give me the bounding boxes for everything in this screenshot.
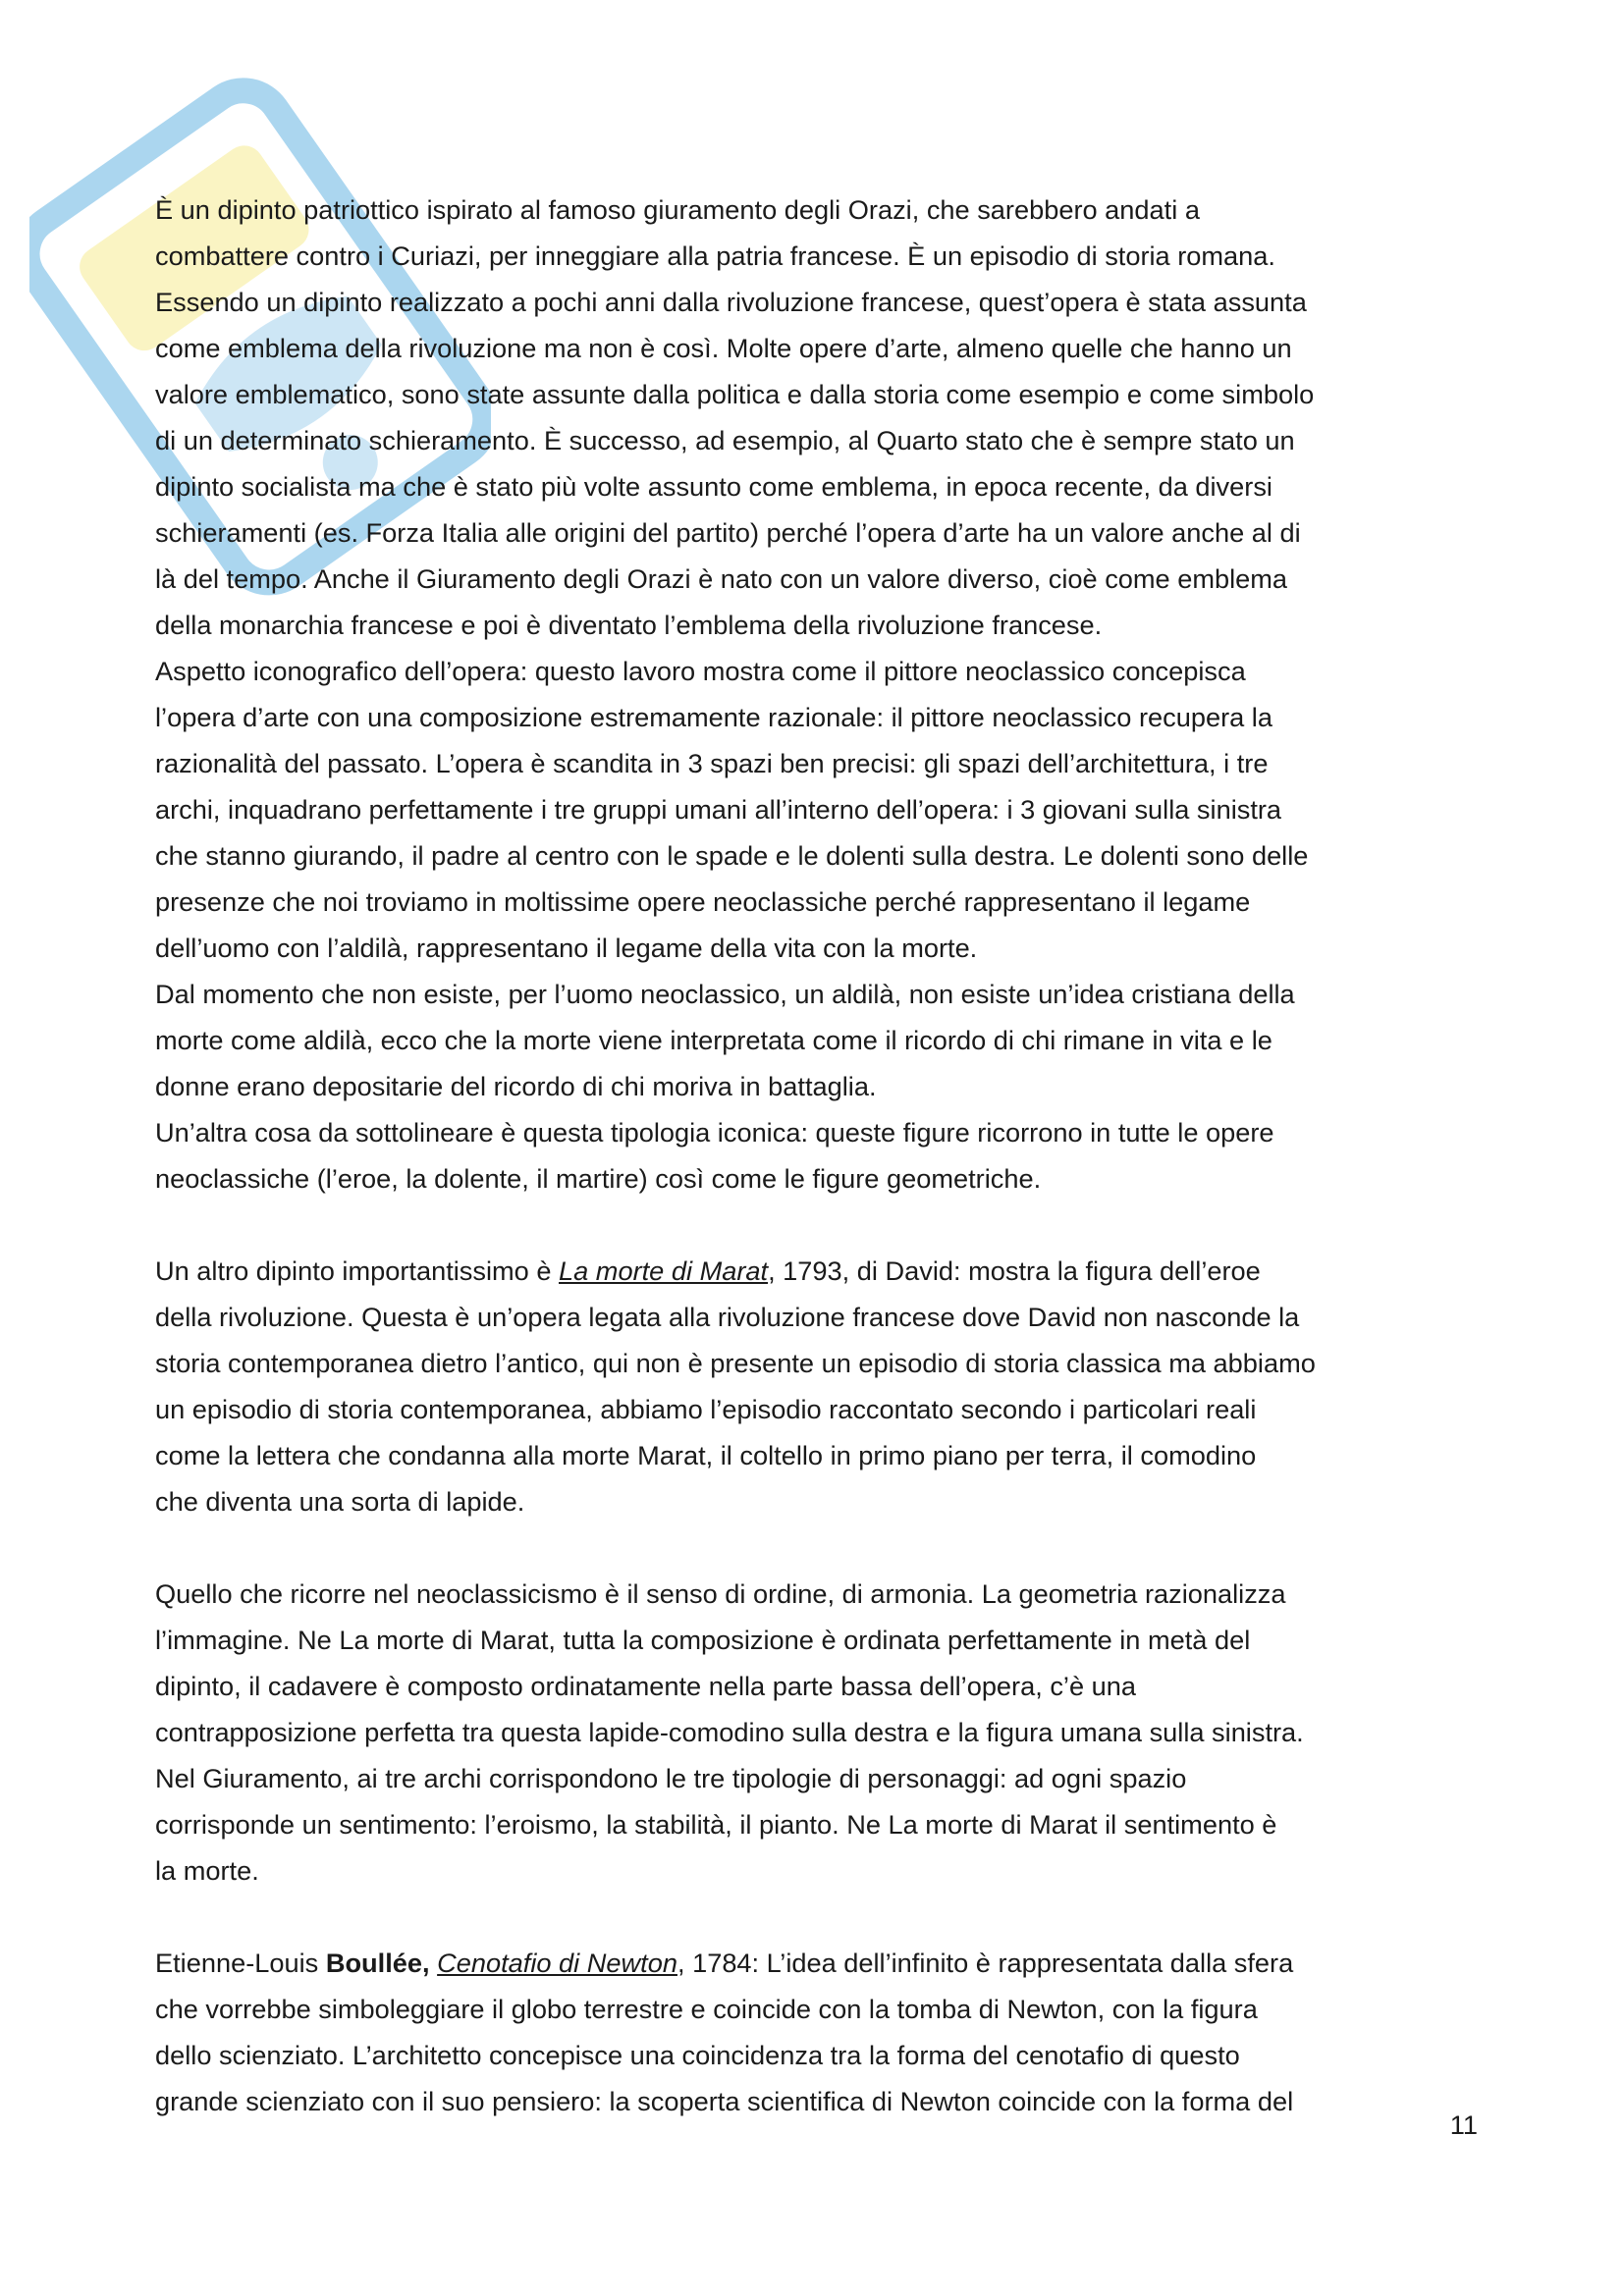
artwork-title-marat: La morte di Marat (559, 1255, 769, 1286)
text-line: archi, inquadrano perfettamente i tre gruppi umani all’interno dell’opera: i 3 giovani sulla sinistra (155, 794, 1282, 825)
text-line: Dal momento che non esiste, per l’uomo neoclassico, un aldilà, non esiste un’idea cristiana della (155, 979, 1295, 1009)
text-line: contrapposizione perfetta tra questa lapide-comodino sulla destra e la figura umana sulla sinistra. (155, 1717, 1304, 1747)
paragraph-boullee (155, 1940, 1481, 2124)
text-line: l’opera d’arte con una composizione estremamente razionale: il pittore neoclassico recupera la (155, 702, 1272, 732)
paragraph-orazi-intro (155, 187, 1481, 648)
paragraph-iconographic-aspect (155, 648, 1481, 971)
paragraph-iconic-typology (155, 1109, 1481, 1201)
text-line: storia contemporanea dietro l’antico, qui non è presente un episodio di storia classica ma abbiamo (155, 1348, 1316, 1378)
paragraph-death-interpretation (155, 971, 1481, 1109)
text-line: Essendo un dipinto realizzato a pochi anni dalla rivoluzione francese, quest’opera è stata assunta (155, 287, 1307, 317)
author-name-boullee: Boullée, (325, 1948, 430, 1978)
paragraph-order-harmony (155, 1571, 1481, 1894)
paragraph-spacer (155, 1524, 1481, 1571)
text-line: razionalità del passato. L’opera è scandita in 3 spazi ben precisi: gli spazi dell’architettura, i tre (155, 748, 1269, 778)
text-line: grande scienziato con il suo pensiero: la scoperta scientifica di Newton coincide con la forma del (155, 2086, 1294, 2116)
text-line: dell’uomo con l’aldilà, rappresentano il legame della vita con la morte. (155, 933, 978, 963)
text-line: della monarchia francese e poi è diventato l’emblema della rivoluzione francese. (155, 610, 1103, 640)
text-line: là del tempo. Anche il Giuramento degli Orazi è nato con un valore diverso, cioè come emblema (155, 563, 1288, 594)
paragraph-marat (155, 1248, 1481, 1524)
text-line: presenze che noi troviamo in moltissime opere neoclassiche perché rappresentano il legame (155, 886, 1251, 917)
text-line: l’immagine. Ne La morte di Marat, tutta la composizione è ordinata perfettamente in metà del (155, 1625, 1251, 1655)
text-line: dipinto, il cadavere è composto ordinatamente nella parte bassa dell’opera, c’è una (155, 1671, 1137, 1701)
text-line: Un’altra cosa da sottolineare è questa tipologia iconica: queste figure ricorrono in tutte le opere (155, 1117, 1274, 1148)
paragraph-spacer (155, 1894, 1481, 1940)
text-line: che diventa una sorta di lapide. (155, 1486, 525, 1517)
text-line: di un determinato schieramento. È successo, ad esempio, al Quarto stato che è sempre stato un (155, 425, 1295, 455)
text-line: Un altro dipinto importantissimo è (155, 1255, 560, 1286)
text-space (430, 1948, 438, 1978)
text-line: dello scienziato. L’architetto concepisce una coincidenza tra la forma del cenotafio di questo (155, 2040, 1240, 2070)
text-line: , 1784: L’idea dell’infinito è rappresentata dalla sfera (677, 1948, 1294, 1978)
text-line: schieramenti (es. Forza Italia alle origini del partito) perché l’opera d’arte ha un valore anche al di (155, 517, 1301, 548)
text-line: Quello che ricorre nel neoclassicismo è il senso di ordine, di armonia. La geometria razionalizza (155, 1578, 1286, 1609)
document-body (155, 187, 1481, 2124)
text-line: che vorrebbe simboleggiare il globo terrestre e coincide con la tomba di Newton, con la figura (155, 1994, 1258, 2024)
text-line: come la lettera che condanna alla morte Marat, il coltello in primo piano per terra, il comodino (155, 1440, 1257, 1470)
page-number: 11 (1449, 2109, 1478, 2140)
text-line: donne erano depositarie del ricordo di chi moriva in battaglia. (155, 1071, 877, 1101)
text-line: un episodio di storia contemporanea, abbiamo l’episodio raccontato secondo i particolari reali (155, 1394, 1257, 1424)
text-line: la morte. (155, 1855, 259, 1886)
text-line: combattere contro i Curiazi, per inneggiare alla patria francese. È un episodio di storia romana. (155, 240, 1275, 271)
paragraph-spacer (155, 1201, 1481, 1248)
text-line: Nel Giuramento, ai tre archi corrispondono le tre tipologie di personaggi: ad ogni spazio (155, 1763, 1187, 1793)
text-line: valore emblematico, sono state assunte dalla politica e dalla storia come esempio e come simbolo (155, 379, 1315, 409)
text-line: neoclassiche (l’eroe, la dolente, il martire) così come le figure geometriche. (155, 1163, 1042, 1194)
text-line: dipinto socialista ma che è stato più volte assunto come emblema, in epoca recente, da diversi (155, 471, 1272, 502)
text-line: Etienne-Louis (155, 1948, 326, 1978)
artwork-title-cenotafio: Cenotafio di Newton (437, 1948, 677, 1978)
text-line: Aspetto iconografico dell’opera: questo lavoro mostra come il pittore neoclassico concepisca (155, 656, 1246, 686)
text-line: come emblema della rivoluzione ma non è così. Molte opere d’arte, almeno quelle che hanno un (155, 333, 1292, 363)
text-line: che stanno giurando, il padre al centro con le spade e le dolenti sulla destra. Le dolenti sono delle (155, 840, 1309, 871)
text-line: della rivoluzione. Questa è un’opera legata alla rivoluzione francese dove David non nasconde la (155, 1302, 1300, 1332)
text-line: , 1793, di David: mostra la figura dell’eroe (768, 1255, 1261, 1286)
text-line: È un dipinto patriottico ispirato al famoso giuramento degli Orazi, che sarebbero andati a (155, 194, 1200, 225)
text-line: corrisponde un sentimento: l’eroismo, la stabilità, il pianto. Ne La morte di Marat il sentimento è (155, 1809, 1277, 1840)
text-line: morte come aldilà, ecco che la morte viene interpretata come il ricordo di chi rimane in vita e le (155, 1025, 1272, 1055)
